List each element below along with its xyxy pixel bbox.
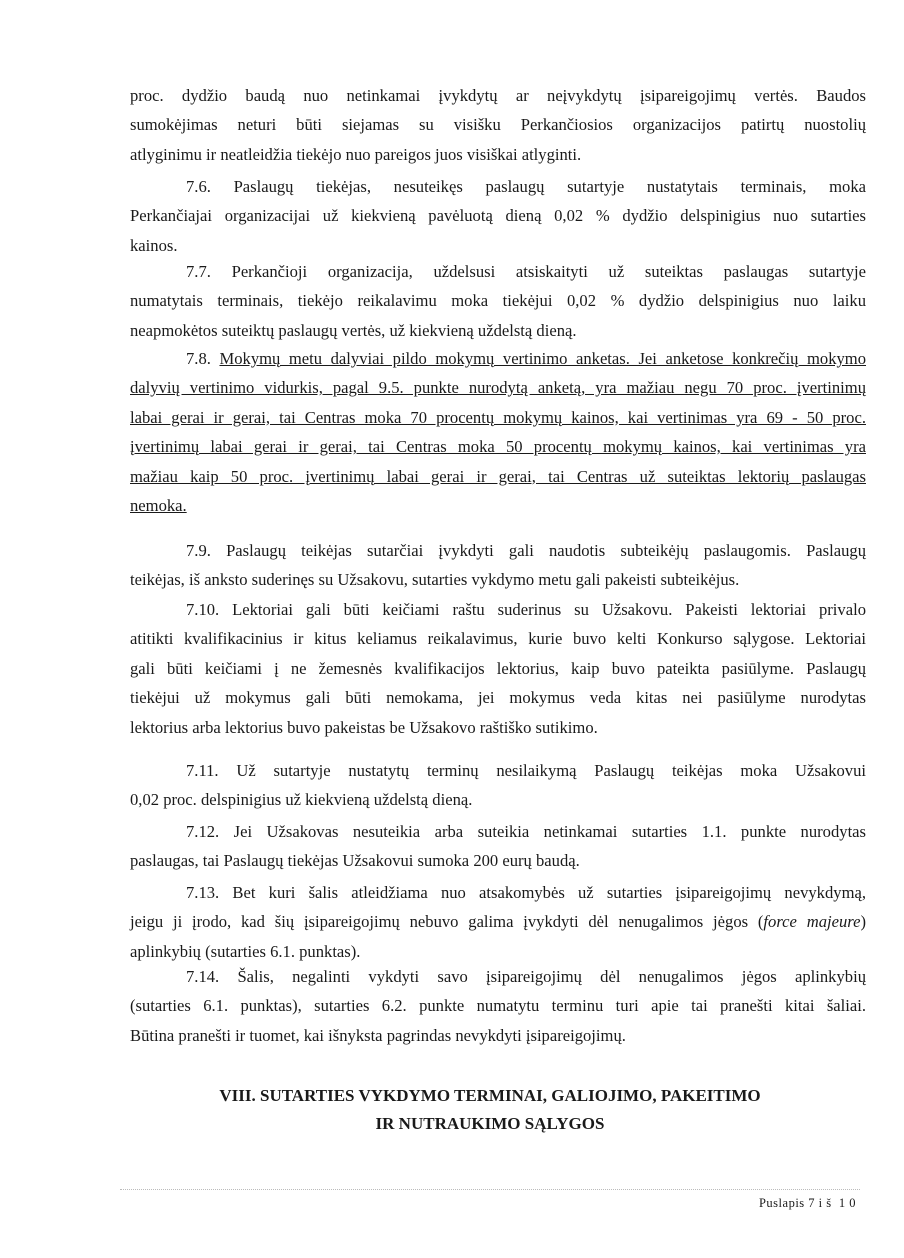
line-text: (sutarties 6.1. punktas), sutarties 6.2. punkte numatytu terminu turi apie tai pranešti kitai šaliai. — [130, 996, 866, 1016]
line-text: 7.14. Šalis, negalinti vykdyti savo įsipareigojimų dėl nenugalimos jėgos aplinkybių — [186, 967, 866, 986]
line-text: jeigu ji įrodo, kad šių įsipareigojimų nebuvo galima įvykdyti dėl nenugalimos jėgos ( — [130, 912, 764, 932]
footer-divider — [120, 1189, 860, 1190]
text-line — [130, 140, 866, 169]
line-text: gali būti keičiami į ne žemesnės kvalifikacijos lektorius, kaip buvo pateikta pasiūlyme. Paslaugų — [130, 658, 866, 678]
line-text: 7.13. Bet kuri šalis atleidžiama nuo atsakomybės už sutarties įsipareigojimų nevykdymą, — [186, 883, 866, 902]
text-line — [130, 595, 866, 624]
line-text: labai gerai ir gerai, tai Centras moka 70 procentų mokymų kainos, kai vertinimas yra 69 - 50 proc. — [130, 407, 866, 427]
page-number: Puslapis 7 i š 1 0 — [758, 1196, 856, 1210]
paragraph-7-8 — [130, 344, 866, 520]
paragraph-7-5-continued — [130, 81, 866, 169]
line-text: Perkančiajai organizacijai už kiekvieną pavėluotą dieną 0,02 % dydžio delspinigius nuo sutarties — [130, 206, 866, 226]
paragraph-7-14 — [130, 962, 866, 1050]
paragraph-7-13 — [130, 878, 866, 966]
line-text: kainos. — [130, 235, 178, 255]
text-line — [130, 373, 866, 402]
text-line — [130, 565, 866, 594]
line-text: paslaugas, tai Paslaugų tiekėjas Užsakovui sumoka 200 eurų baudą. — [130, 851, 580, 871]
line-text: 7.7. Perkančioji organizacija, uždelsusi atsiskaityti už suteiktas paslaugas sutartyje — [186, 262, 866, 281]
line-text: nemoka. — [130, 495, 187, 515]
line-text: Būtina pranešti ir tuomet, kai išnyksta pagrindas nevykdyti įsipareigojimų. — [130, 1025, 626, 1045]
line-text: 7.11. Už sutartyje nustatytų terminų nesilaikymą Paslaugų teikėjas moka Užsakovui — [186, 761, 866, 780]
line-text: įvertinimų labai gerai ir gerai, tai Centras moka 50 procentų mokymų kainos, kai vertinimas yra — [130, 437, 866, 457]
line-text: ) — [860, 912, 867, 932]
italic-term: force majeure — [763, 912, 861, 932]
paragraph-7-6 — [130, 172, 866, 260]
paragraph-7-7 — [130, 257, 866, 345]
line-text: proc. dydžio baudą nuo netinkamai įvykdytų ar neįvykdytų įsipareigojimų vertės. Baudos — [130, 86, 866, 105]
line-text: 7.10. Lektoriai gali būti keičiami raštu suderinus su Užsakovu. Pakeisti lektoriai privalo — [186, 600, 866, 619]
text-line — [130, 624, 866, 653]
text-line — [130, 846, 866, 875]
text-line — [130, 81, 866, 110]
line-text: sumokėjimas neturi būti siejamas su visišku Perkančiosios organizacijos patirtų nuostolių — [130, 115, 866, 135]
text-line — [130, 785, 866, 814]
line-text: mažiau kaip 50 proc. įvertinimų labai gerai ir gerai, tai Centras už suteiktas lektorių paslaugas — [130, 466, 866, 486]
line-text: 7.12. Jei Užsakovas nesuteikia arba suteikia netinkamai sutarties 1.1. punkte nurodytas — [186, 822, 866, 841]
text-line — [130, 432, 866, 461]
text-line — [130, 110, 866, 139]
line-text: atitikti kvalifikacinius ir kitus keliamus reikalavimus, kurie buvo kelti Konkurso sąlygose. Lektoriai — [130, 629, 866, 649]
clause-number: 7.8. — [186, 349, 211, 368]
line-text: atlyginimu ir neatleidžia tiekėjo nuo pareigos juos visiškai atlyginti. — [130, 144, 582, 164]
text-line — [130, 756, 866, 785]
text-line — [130, 907, 866, 936]
text-line — [130, 1021, 866, 1050]
line-text: dalyvių vertinimo vidurkis, pagal 9.5. punkte nurodytą anketą, yra mažiau negu 70 proc. įvertinimų — [130, 378, 866, 398]
line-text: aplinkybių (sutarties 6.1. punktas). — [130, 941, 361, 961]
line-text: Mokymų metu dalyviai pildo mokymų vertinimo anketas. Jei anketose konkrečių mokymo — [219, 349, 867, 368]
text-line — [130, 962, 866, 991]
text-line — [130, 536, 866, 565]
text-line — [130, 878, 866, 907]
line-text: teikėjas, iš anksto suderinęs su Užsakovu, sutarties vykdymo metu gali pakeisti subteikėjus. — [130, 570, 740, 590]
paragraph-7-9 — [130, 536, 866, 595]
line-text: 0,02 proc. delspinigius už kiekvieną uždelstą dieną. — [130, 790, 473, 810]
text-line — [130, 654, 866, 683]
text-line — [130, 172, 866, 201]
text-line — [130, 683, 866, 712]
text-line — [130, 491, 866, 520]
text-line — [130, 403, 866, 432]
line-text: 7.6. Paslaugų tiekėjas, nesuteikęs paslaugų sutartyje nustatytais terminais, moka — [186, 177, 866, 196]
text-line — [130, 462, 866, 491]
paragraph-7-11 — [130, 756, 866, 815]
text-line — [130, 316, 866, 345]
text-line — [130, 817, 866, 846]
section-heading — [0, 1082, 904, 1138]
text-line — [130, 991, 866, 1020]
text-line — [130, 231, 866, 260]
line-text: 7.9. Paslaugų teikėjas sutarčiai įvykdyti gali naudotis subteikėjų paslaugomis. Paslaugų — [186, 541, 866, 560]
text-line — [130, 713, 866, 742]
section-heading-line-1: VIII. SUTARTIES VYKDYMO TERMINAI, GALIOJIMO, PAKEITIMO — [219, 1086, 761, 1105]
text-line — [130, 344, 866, 373]
section-heading-line-2: IR NUTRAUKIMO SĄLYGOS — [375, 1114, 605, 1133]
line-text: neapmokėtos suteiktų paslaugų vertės, už kiekvieną uždelstą dieną. — [130, 320, 577, 340]
paragraph-7-12 — [130, 817, 866, 876]
line-text: lektorius arba lektorius buvo pakeistas be Užsakovo raštiško sutikimo. — [130, 717, 598, 737]
paragraph-7-10 — [130, 595, 866, 742]
text-line — [130, 286, 866, 315]
text-line — [130, 257, 866, 286]
text-line — [130, 201, 866, 230]
line-text: numatytais terminais, tiekėjo reikalavimu moka tiekėjui 0,02 % dydžio delspinigius nuo laiku — [130, 291, 866, 311]
line-text: tiekėjui už mokymus gali būti nemokama, jei mokymus veda kitas nei pasiūlyme nurodytas — [130, 688, 866, 708]
